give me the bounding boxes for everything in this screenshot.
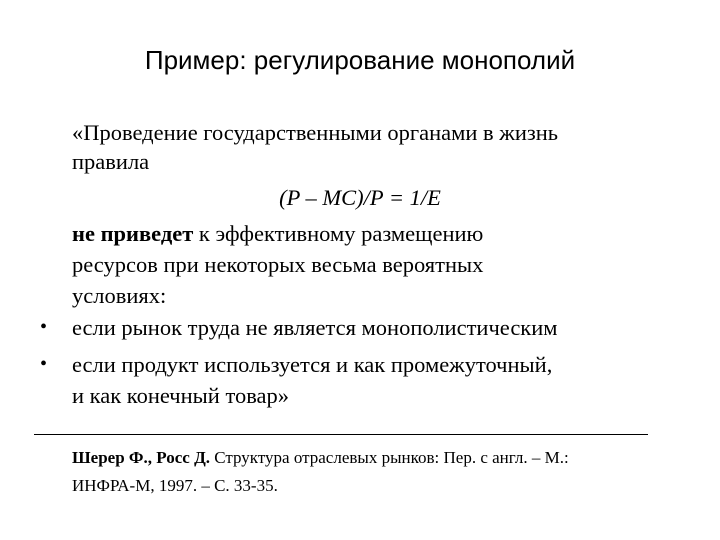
bullet-2-text-line-1: если продукт используется и как промежуточный, — [72, 352, 553, 377]
bullet-2-text-line-2: и как конечный товар» — [72, 383, 290, 408]
quote-line-2: правила — [72, 149, 150, 174]
quote-line-4-rest: к эффективному размещению — [193, 221, 484, 246]
formula-text: (P – MC)/P = 1/E — [279, 185, 441, 210]
quote-line-4 — [72, 219, 702, 248]
reference-line-2: ИНФРА-М, 1997. – С. 33-35. — [72, 476, 278, 495]
bullet-2-glyph: • — [40, 353, 48, 375]
reference-authors: Шерер Ф., Росс Д. — [72, 448, 211, 467]
bullet-1-text: если рынок труда не является монополистическим — [72, 315, 558, 340]
slide-title: Пример: регулирование монополий — [144, 45, 576, 75]
price-markup-formula — [0, 183, 720, 212]
quote-line-6: условиях: — [72, 283, 167, 308]
quote-line-5: ресурсов при некоторых весьма вероятных — [72, 252, 484, 277]
quote-line-1: «Проведение государственными органами в жизнь — [72, 120, 559, 145]
footnote-divider — [34, 434, 648, 435]
emphasis-not-lead: не приведет — [72, 221, 194, 246]
reference-line-1 — [72, 446, 569, 470]
bullet-1-glyph: • — [40, 316, 48, 338]
reference-title: Структура отраслевых рынков: Пер. с англ. – М.: — [210, 448, 569, 467]
